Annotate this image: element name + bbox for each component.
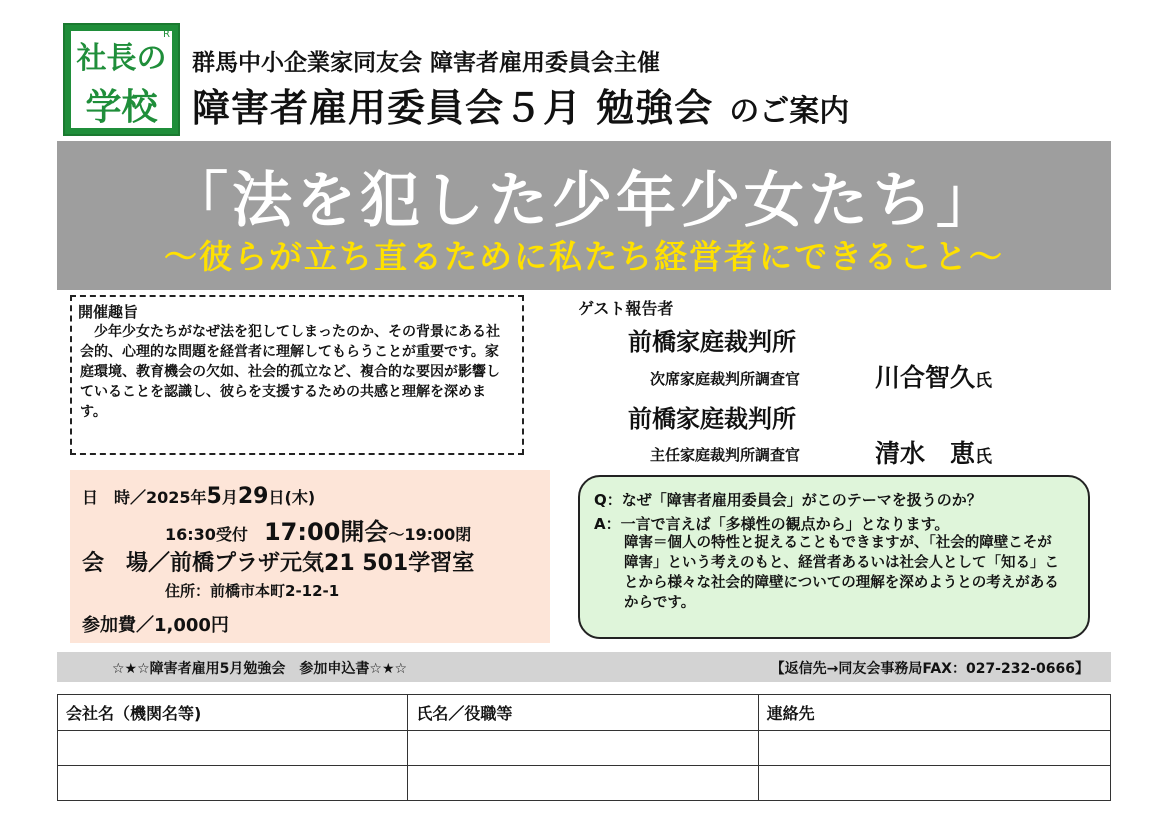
time-row: [165, 512, 471, 547]
guest-1-position: 次席家庭裁判所調査官: [650, 370, 801, 388]
guest-1-honorific: 氏: [975, 371, 993, 391]
company-field[interactable]: [58, 731, 408, 766]
reception-time: 16:30受付: [165, 525, 248, 544]
guest-2-court: 前橋家庭裁判所: [628, 405, 796, 433]
qa-answer-first: A：一言で言えば「多様性の観点から」となります。: [594, 515, 950, 533]
company-field[interactable]: [58, 766, 408, 801]
main-title-text: 障害者雇用委員会５月 勉強会: [192, 86, 714, 130]
application-bar: [57, 652, 1111, 682]
main-title: [192, 77, 849, 132]
registered-mark: R: [163, 29, 170, 40]
column-header-name: 氏名／役職等: [408, 695, 758, 731]
name-field[interactable]: [408, 731, 758, 766]
qa-question: Q：なぜ「障害者雇用委員会」がこのテーマを扱うのか？: [594, 491, 982, 509]
contact-field[interactable]: [758, 766, 1110, 801]
name-field[interactable]: [408, 766, 758, 801]
guest-1-name: [875, 358, 992, 394]
column-header-contact: 連絡先: [758, 695, 1110, 731]
organizer-line: 群馬中小企業家同友会 障害者雇用委員会主催: [192, 50, 661, 76]
participation-fee: 参加費／1,000円: [82, 615, 229, 636]
logo-text-line1: 社長の: [76, 41, 167, 76]
guest-1-court: 前橋家庭裁判所: [628, 328, 796, 356]
shacho-no-gakko-logo: [63, 23, 180, 136]
banner-title: 「法を犯した少年少女たち」: [168, 166, 1000, 236]
guest-2-position: 主任家庭裁判所調査官: [650, 446, 801, 464]
event-info-box: [70, 470, 550, 643]
guest-2-honorific: 氏: [975, 447, 993, 467]
application-form-table: [57, 694, 1111, 801]
theme-banner: [57, 141, 1111, 290]
date-month: 5: [206, 484, 222, 509]
guests-heading: ゲスト報告者: [578, 299, 674, 318]
contact-field[interactable]: [758, 731, 1110, 766]
date-label: 日 時／2025年: [82, 488, 207, 507]
logo-text-line2: 学校: [85, 87, 158, 128]
purpose-heading: 開催趣旨: [78, 303, 139, 321]
qa-answer-body: 障害＝個人の特性と捉えることもできますが、「社会的障壁こそが障害」という考えのもと、経営者あるいは社会人として「知る」ことから様々な社会的障壁についての理解を深めようとの考えがあるからです。: [624, 535, 1059, 611]
purpose-body: 少年少女たちがなぜ法を犯してしまったのか、その背景にある社会的、心理的な問題を経営者に理解してもらうことが重要です。家庭環境、教育機会の欠如、社会的孤立など、複合的な要因が影響していることを認識し、彼らを支援するための共感と理解を深めます。: [80, 324, 500, 420]
venue-row: [82, 546, 474, 577]
guest-1-name-text: 川合智久: [875, 363, 976, 392]
venue-address: 住所：前橋市本町2-12-1: [165, 582, 340, 600]
table-row: [58, 731, 1111, 766]
venue-label: 会 場／: [82, 551, 171, 576]
date-day-unit: 日(木): [268, 488, 316, 507]
guest-2-name: [875, 434, 992, 470]
guest-2-name-text: 清水 恵: [875, 439, 976, 468]
table-header-row: [58, 695, 1111, 731]
venue-name: 前橋プラザ元気21 501学習室: [170, 551, 475, 576]
banner-subtitle: ～彼らが立ち直るために私たち経営者にできること～: [164, 237, 1004, 276]
end-time: ～19:00閉: [388, 525, 472, 544]
reply-to-fax: 【返信先→同友会事務局FAX：027-232-0666】: [770, 661, 1089, 677]
main-title-suffix: のご案内: [729, 94, 850, 129]
start-time: 17:00開会: [263, 518, 389, 546]
column-header-company: 会社名（機関名等): [58, 695, 408, 731]
date-row: [82, 484, 315, 509]
application-title: ☆★☆障害者雇用5月勉強会 参加申込書☆★☆: [112, 661, 408, 677]
qa-box: [578, 475, 1090, 639]
date-day: 29: [237, 484, 269, 509]
purpose-box: [70, 295, 524, 455]
table-row: [58, 766, 1111, 801]
date-month-unit: 月: [221, 488, 238, 507]
